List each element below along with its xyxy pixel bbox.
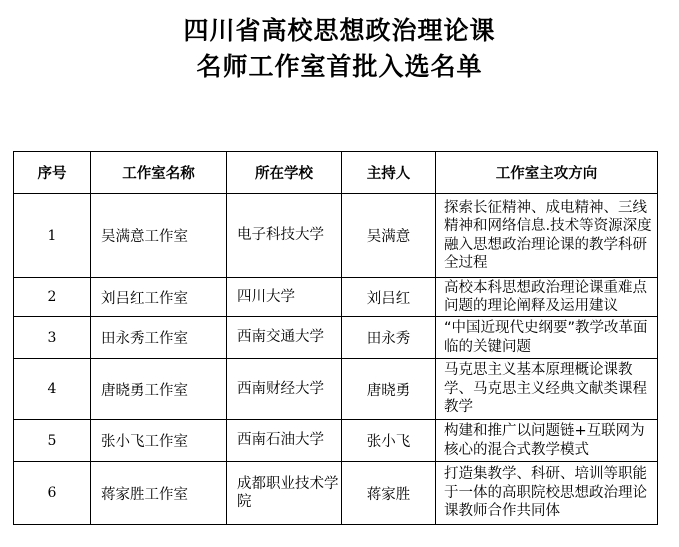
table-header-row — [14, 152, 658, 194]
cell-host: 吴满意 — [342, 194, 436, 278]
cell-school: 西南交通大学 — [227, 317, 342, 359]
cell-no: 1 — [14, 194, 91, 278]
table-row — [14, 420, 658, 462]
cell-school: 西南财经大学 — [227, 359, 342, 420]
cell-studio: 唐晓勇工作室 — [91, 359, 227, 420]
cell-direction: 打造集教学、科研、培训等职能于一体的高职院校思想政治理论课教师合作共同体 — [436, 462, 658, 525]
cell-no: 3 — [14, 317, 91, 359]
cell-no: 2 — [14, 278, 91, 317]
cell-school: 四川大学 — [227, 278, 342, 317]
cell-host: 唐晓勇 — [342, 359, 436, 420]
table-row — [14, 462, 658, 525]
cell-studio: 田永秀工作室 — [91, 317, 227, 359]
cell-direction: 马克思主义基本原理概论课教学、马克思主义经典文献类课程教学 — [436, 359, 658, 420]
header-studio: 工作室名称 — [91, 152, 227, 194]
cell-studio: 张小飞工作室 — [91, 420, 227, 462]
header-direction: 工作室主攻方向 — [436, 152, 658, 194]
table-row — [14, 278, 658, 317]
cell-no: 6 — [14, 462, 91, 525]
cell-studio: 刘吕红工作室 — [91, 278, 227, 317]
cell-direction: 构建和推广以问题链+互联网为核心的混合式教学模式 — [436, 420, 658, 462]
header-school: 所在学校 — [227, 152, 342, 194]
cell-studio: 蒋家胜工作室 — [91, 462, 227, 525]
table-row — [14, 194, 658, 278]
cell-host: 蒋家胜 — [342, 462, 436, 525]
cell-host: 田永秀 — [342, 317, 436, 359]
cell-no: 4 — [14, 359, 91, 420]
header-no: 序号 — [14, 152, 91, 194]
table-row — [14, 317, 658, 359]
table-row — [14, 359, 658, 420]
cell-direction: 探索长征精神、成电精神、三线精神和网络信息.技术等资源深度融入思想政治理论课的教学科研全过程 — [436, 194, 658, 278]
studio-list-table — [13, 151, 658, 525]
cell-host: 刘吕红 — [342, 278, 436, 317]
cell-school: 西南石油大学 — [227, 420, 342, 462]
cell-school: 成都职业技术学院 — [227, 462, 342, 525]
page-title-line2: 名师工作室首批入选名单 — [196, 52, 483, 81]
cell-studio: 吴满意工作室 — [91, 194, 227, 278]
cell-no: 5 — [14, 420, 91, 462]
cell-school: 电子科技大学 — [227, 194, 342, 278]
cell-direction: 高校本科思想政治理论课重难点问题的理论阐释及运用建议 — [436, 278, 658, 317]
page-title-line1: 四川省高校思想政治理论课 — [183, 16, 496, 45]
cell-direction: “中国近现代史纲要”教学改革面临的关键问题 — [436, 317, 658, 359]
header-host: 主持人 — [342, 152, 436, 194]
cell-host: 张小飞 — [342, 420, 436, 462]
